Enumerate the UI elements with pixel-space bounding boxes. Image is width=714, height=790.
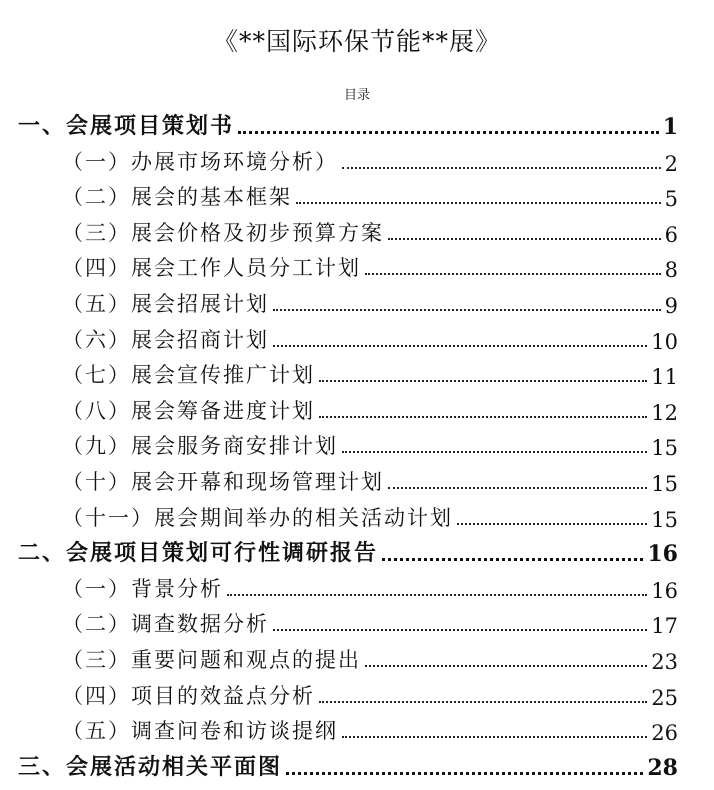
toc-leader-dots [227,594,647,596]
toc-leader-dots [319,416,647,418]
toc-entry-page-number: 10 [651,329,678,354]
toc-entry-label: （八）展会筹备进度计划 [62,398,315,423]
toc-entry-page-number: 9 [664,294,678,318]
toc-entry-label: （四）项目的效益点分析 [62,683,315,708]
toc-entry-page-number: 11 [651,365,678,390]
toc-entry-label: （三）重要问题和观点的提出 [62,648,361,672]
toc-entry-page-number: 23 [651,650,678,674]
toc-leader-dots [273,345,647,347]
toc-leader-dots [296,202,661,204]
toc-entry-label: （九）展会服务商安排计划 [62,434,338,459]
toc-entry-page-number: 2 [664,151,678,176]
toc-entry-page-number: 15 [651,507,678,532]
toc-leader-dots [457,523,647,525]
toc-entry-page-number: 17 [651,614,678,639]
toc-entry[interactable] [62,426,678,460]
toc-entry-page-number: 15 [651,436,678,461]
toc-entry[interactable] [62,676,678,710]
toc-entry[interactable] [62,213,678,247]
toc-entry[interactable] [62,640,678,674]
toc-entry-label: （二）展会的基本框架 [62,185,292,210]
toc-entry-label: （一）背景分析 [62,576,223,601]
toc-entry[interactable] [62,320,678,354]
toc-entry[interactable] [18,533,678,567]
toc-entry[interactable] [62,498,678,532]
toc-entry-page-number: 1 [662,114,678,140]
toc-entry-page-number: 16 [651,578,678,603]
toc-entry-page-number: 25 [651,685,678,710]
toc-entry-label: （三）展会价格及初步预算方案 [62,220,384,245]
toc-entry[interactable] [62,284,678,318]
toc-entry-page-number: 28 [647,754,678,781]
toc-entry-label: （一）办展市场环境分析） [62,149,338,174]
document-title: 《**国际环保节能**展》 [212,27,501,56]
toc-entry-label: （四）展会工作人员分工计划 [62,256,361,281]
toc-entry[interactable] [62,248,678,282]
toc-leader-dots [342,736,647,738]
toc-leader-dots [365,273,661,275]
toc-leader-dots [273,629,647,631]
toc-entry-label: （二）调查数据分析 [62,612,269,637]
toc-leader-dots [365,665,647,667]
toc-entry-page-number: 26 [651,721,678,746]
toc-entry[interactable] [62,711,678,745]
toc-leader-dots [342,451,647,453]
toc-leader-dots [382,558,643,561]
toc-entry[interactable] [18,106,678,140]
toc-entry-label: （十）展会开幕和现场管理计划 [62,470,384,494]
toc-entry-label: （五）调查问卷和访谈提纲 [62,719,338,744]
toc-entry[interactable] [18,747,678,781]
toc-leader-dots [286,772,643,775]
toc-entry-label: （十一）展会期间举办的相关活动计划 [62,505,453,530]
toc-leader-dots [342,167,661,169]
toc-entry[interactable] [62,462,678,496]
toc-entry[interactable] [62,177,678,211]
toc-entry[interactable] [62,569,678,603]
toc-entry-label: 二、会展项目策划可行性调研报告 [18,540,379,567]
toc-heading: 目录 [343,88,370,103]
toc-entry-page-number: 12 [651,400,678,425]
toc-entry-label: （五）展会招展计划 [62,292,269,316]
toc-leader-dots [388,487,647,489]
toc-entry-page-number: 16 [647,541,678,568]
toc-leader-dots [388,238,661,240]
toc-entry[interactable] [62,391,678,425]
toc-entry[interactable] [62,604,678,638]
toc-leader-dots [273,309,661,311]
toc-entry-page-number: 6 [664,222,678,247]
toc-entry-page-number: 8 [664,258,678,283]
toc-leader-dots [319,701,647,703]
toc-entry[interactable] [62,142,678,176]
toc-entry-page-number: 15 [651,472,678,496]
toc-entry-page-number: 5 [664,187,678,212]
toc-entry[interactable] [62,355,678,389]
toc-leader-dots [238,131,659,134]
toc-leader-dots [319,380,647,382]
toc-entry-label: （六）展会招商计划 [62,327,269,352]
toc-entry-label: 一、会展项目策划书 [18,113,235,139]
toc-entry-label: （七）展会宣传推广计划 [62,363,315,388]
toc-entry-label: 三、会展活动相关平面图 [18,753,283,780]
